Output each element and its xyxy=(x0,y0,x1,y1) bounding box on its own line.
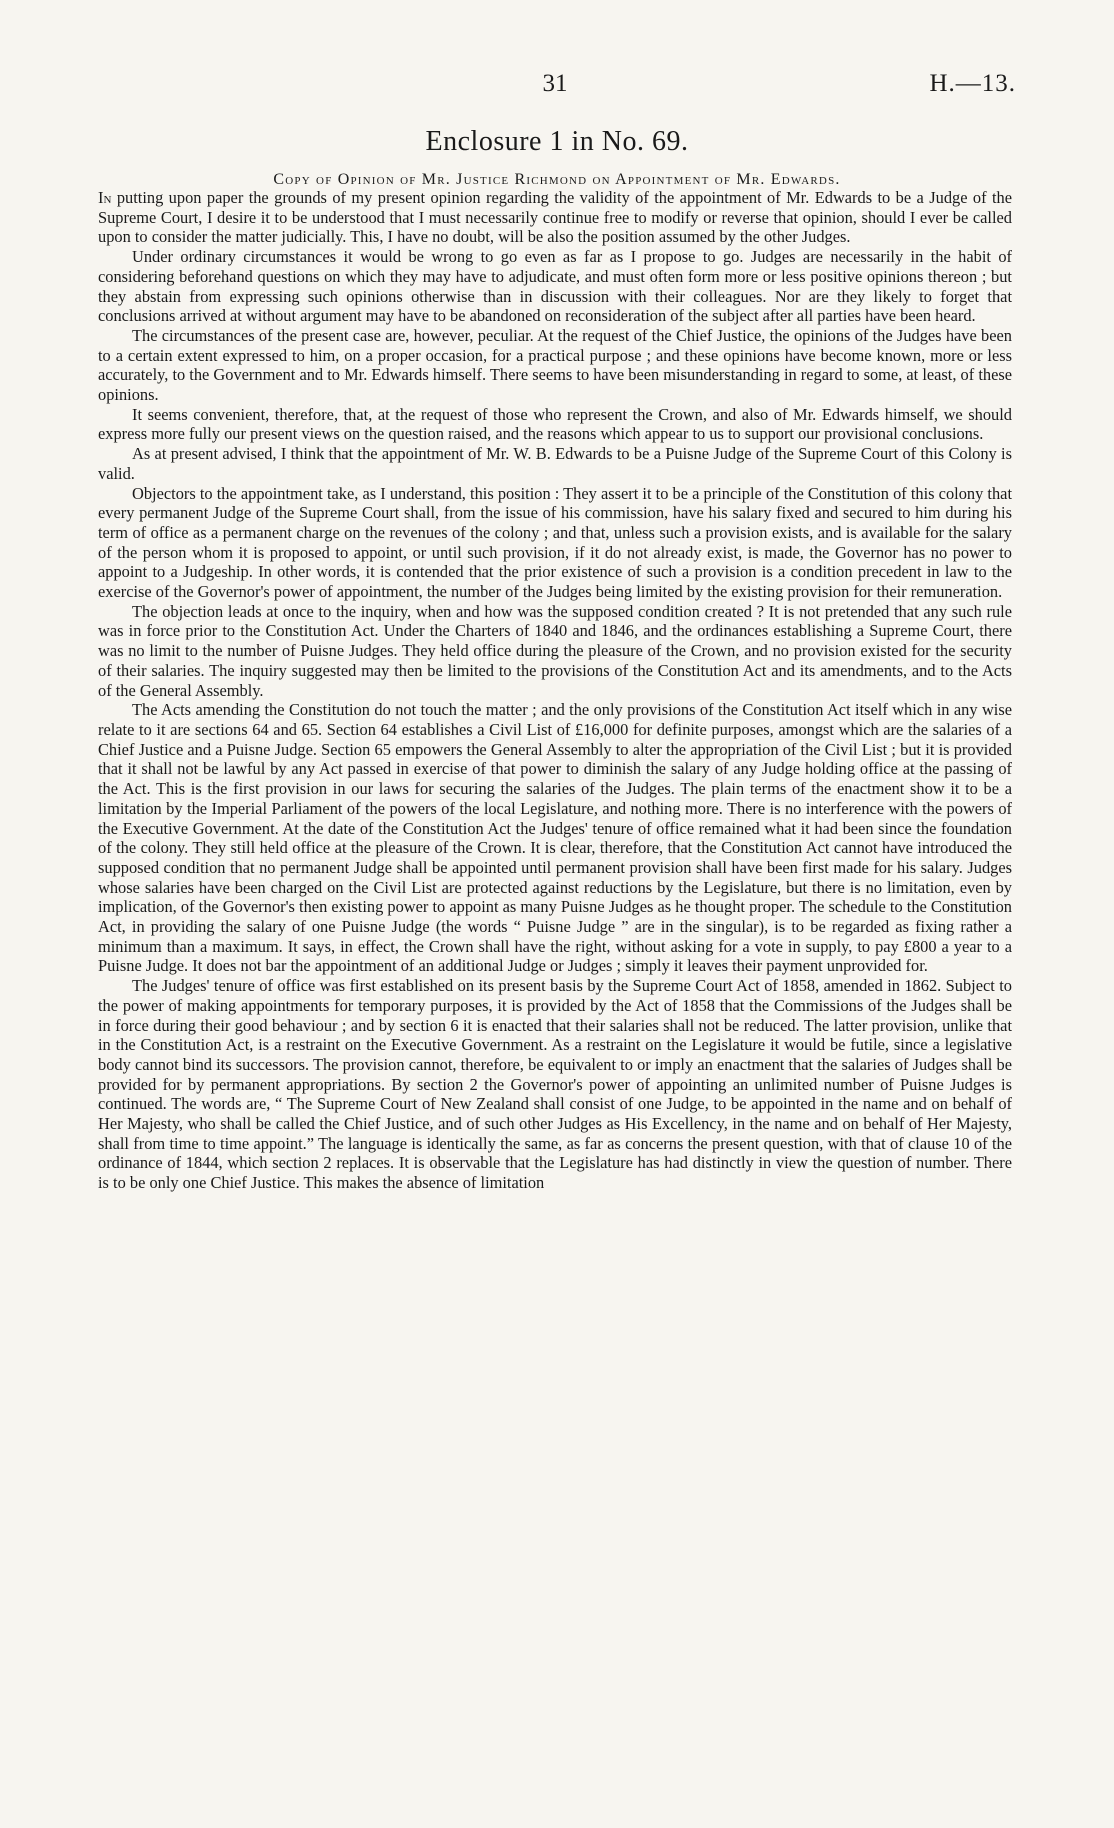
paragraph-6: Objectors to the appointment take, as I understand, this position : They assert it to be a principle of the Constitution of this colony that every permanent Judge of the Supreme Court shall, from the issue of his commission, have his salary fixed and secured to him during his term of office as a permanent charge on the revenues of the colony ; and that, unless such a provision exists, and is available for the salary of the person whom it is proposed to appoint, or until such provision, if it do not already exist, is made, the Governor has no power to appoint to a Judgeship. In other words, it is contended that the prior existence of such a provision is a condition precedent in law to the exercise of the Governor's power of appointment, the number of the Judges being limited by the existing provision for their remuneration. xyxy=(98,483,1012,602)
enclosure-heading: Enclosure 1 in No. 69. xyxy=(425,126,689,157)
opinion-body xyxy=(98,188,1012,1193)
opinion-subheading: Copy of Opinion of Mr. Justice Richmond on Appointment of Mr. Edwards. xyxy=(273,171,841,188)
paragraph-3: The circumstances of the present case are, however, peculiar. At the request of the Chief Justice, the opinions of the Judges have been to a certain extent expressed to him, on a proper occasion, for a practical purpose ; and these opinions have become known, more or less accurately, to the Government and to Mr. Edwards himself. There seems to have been misunderstanding in regard to some, at least, of these opinions. xyxy=(98,325,1012,405)
paragraph-9: The Judges' tenure of office was first established on its present basis by the Supreme Court Act of 1858, amended in 1862. Subject to the power of making appointments for temporary purposes, it is provided by the Act of 1858 that the Commissions of the Judges shall be in force during their good behaviour ; and by section 6 it is enacted that their salaries shall not be reduced. The latter provision, unlike that in the Constitution Act, is a restraint on the Executive Government. As a restraint on the Legislature it would be futile, since a legislative body cannot bind its successors. The provision cannot, therefore, be equivalent to or imply an enactment that the salaries of Judges shall be provided for by permanent appropriations. By section 2 the Governor's power of appointing an unlimited number of Puisne Judges is continued. The words are, “ The Supreme Court of New Zealand shall consist of one Judge, to be appointed in the name and on behalf of Her Majesty, who shall be called the Chief Justice, and of such other Judges as His Excellency, in the name and on behalf of Her Majesty, shall from time to time appoint.” The language is identically the same, as far as concerns the present question, with that of clause 10 of the ordinance of 1844, which section 2 replaces. It is observable that the Legislature has had distinctly in view the question of number. There is to be only one Chief Justice. This makes the absence of limitation xyxy=(98,976,1012,1193)
document-reference: H.—13. xyxy=(929,70,1016,97)
lead-word: In xyxy=(98,188,112,207)
paragraph-1-text: putting upon paper the grounds of my present opinion regarding the validity of the appointment of Mr. Edwards to be a Judge of the Supreme Court, I desire it to be understood that I must necessarily continue free to modify or reverse that opinion, should I ever be called upon to consider the matter judicially. This, I have no doubt, will be also the position assumed by the other Judges. xyxy=(98,188,1012,247)
paragraph-8: The Acts amending the Constitution do not touch the matter ; and the only provisions of the Constitution Act itself which in any wise relate to it are sections 64 and 65. Section 64 establishes a Civil List of £16,000 for definite purposes, amongst which are the salaries of a Chief Justice and a Puisne Judge. Section 65 empowers the General Assembly to alter the appropriation of the Civil List ; but it is provided that it shall not be lawful by any Act passed in exercise of that power to diminish the salary of any Judge holding office at the passing of the Act. This is the first provision in our laws for securing the salaries of the Judges. The plain terms of the enactment show it to be a limitation by the Imperial Parliament of the powers of the local Legislature, and nothing more. There is no interference with the powers of the Executive Government. At the date of the Constitution Act the Judges' tenure of office remained what it had been since the foundation of the colony. They still held office at the pleasure of the Crown. It is clear, therefore, that the Constitution Act cannot have introduced the supposed condition that no permanent Judge shall be appointed until permanent provision shall have been first made for his salary. Judges whose salaries have been charged on the Civil List are protected against reductions by the Legislature, but there is no limitation, even by implication, of the Governor's then existing power to appoint as many Puisne Judges as he thought proper. The schedule to the Constitution Act, in providing the salary of one Puisne Judge (the words “ Puisne Judge ” are in the singular), is to be regarded as fixing rather a minimum than a maximum. It says, in effect, the Crown shall have the right, without asking for a vote in supply, to pay £800 a year to a Puisne Judge. It does not bar the appointment of an additional Judge or Judges ; simply it leaves their payment unprovided for. xyxy=(98,700,1012,976)
paragraph-4: It seems convenient, therefore, that, at the request of those who represent the Crown, and also of Mr. Edwards himself, we should express more fully our present views on the question raised, and the reasons which appear to us to support our provisional conclusions. xyxy=(98,404,1012,444)
paragraph-1 xyxy=(98,188,1012,247)
paragraph-2: Under ordinary circumstances it would be wrong to go even as far as I propose to go. Judges are necessarily in the habit of considering beforehand questions on which they may have to adjudicate, and must often form more or less positive opinions thereon ; but they abstain from expressing such opinions otherwise than in discussion with their colleagues. Nor are they likely to forget that conclusions arrived at without argument may have to be abandoned on reconsideration of the subject after all parties have been heard. xyxy=(98,247,1012,326)
paragraph-7: The objection leads at once to the inquiry, when and how was the supposed condition created ? It is not pretended that any such rule was in force prior to the Constitution Act. Under the Charters of 1840 and 1846, and the ordinances establishing a Supreme Court, there was no limit to the number of Puisne Judges. They held office during the pleasure of the Crown, and no provision existed for the security of their salaries. The inquiry suggested may then be limited to the provisions of the Constitution Act and its amendments, and to the Acts of the General Assembly. xyxy=(98,601,1012,700)
page-number: 31 xyxy=(542,70,568,97)
paragraph-5: As at present advised, I think that the appointment of Mr. W. B. Edwards to be a Puisne Judge of the Supreme Court of this Colony is valid. xyxy=(98,444,1012,483)
